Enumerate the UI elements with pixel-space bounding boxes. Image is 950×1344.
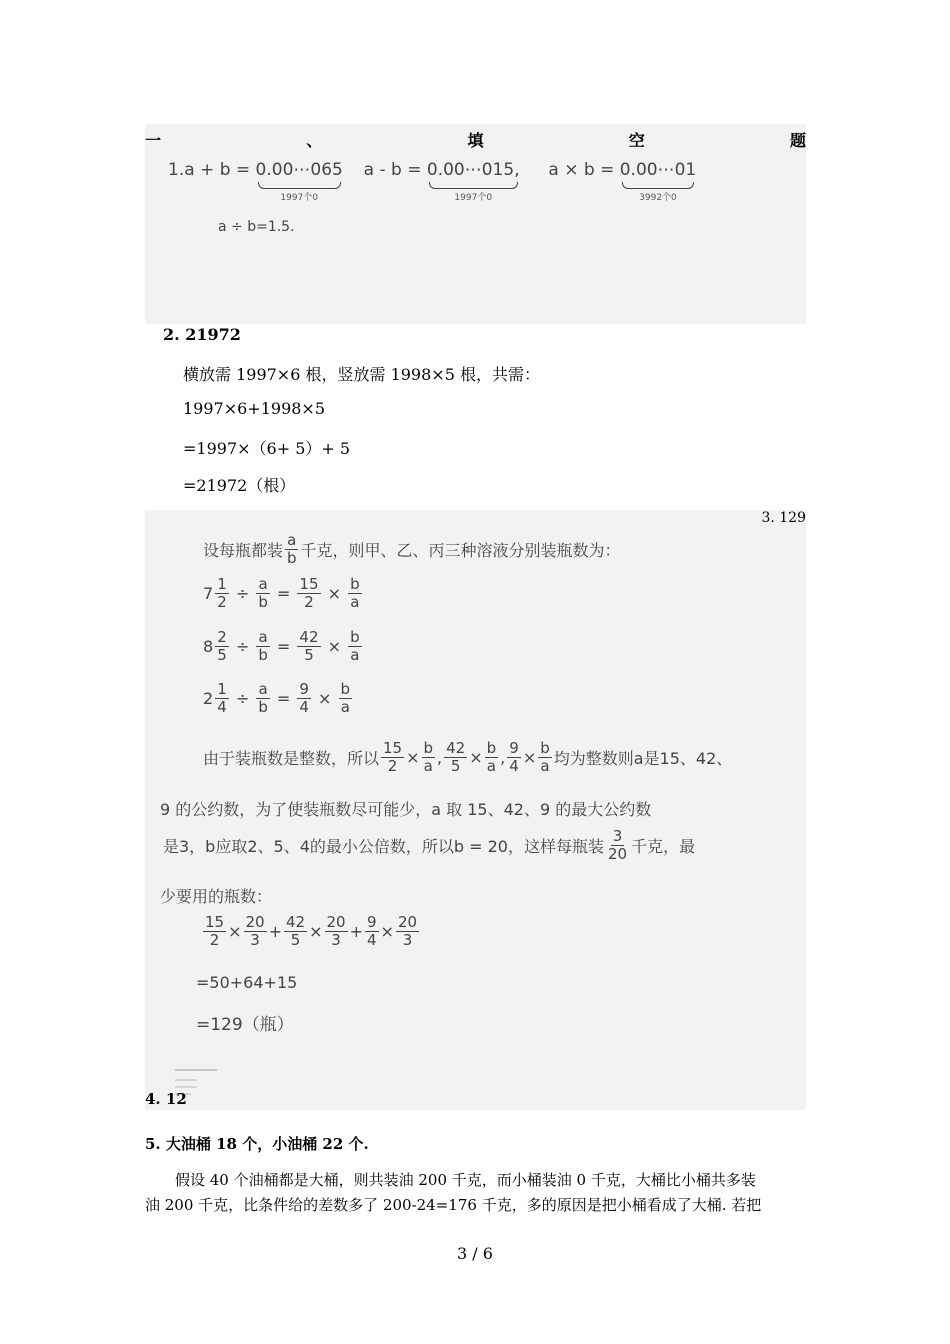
- fraction-numerator: 20: [326, 913, 346, 931]
- fraction-numerator: a: [258, 575, 268, 593]
- section-heading: [145, 128, 806, 151]
- fraction-denominator: a: [423, 757, 433, 775]
- q2-line: =21972（根）: [183, 476, 296, 495]
- fraction-denominator: 3: [250, 931, 260, 949]
- q5-title: 5. 大油桶 18 个，小油桶 22 个.: [145, 1135, 369, 1153]
- fraction-numerator: 9: [367, 913, 377, 931]
- q3-setup-text: 设每瓶都装: [203, 541, 284, 560]
- fraction-numerator: 15: [205, 913, 225, 931]
- q3-line3-text: 是3，b应取2、5、4的最小公倍数，所以b = 20，这样每瓶装: [163, 837, 604, 856]
- q1-prod-prefix: a × b =: [548, 160, 615, 180]
- fraction-denominator: b: [258, 698, 268, 716]
- q2-title: 2. 21972: [163, 325, 241, 344]
- fraction-denominator: 4: [367, 931, 377, 949]
- fraction-numerator: b: [423, 739, 434, 757]
- fraction-numerator: b: [350, 628, 360, 646]
- mixed-whole: 2: [203, 689, 214, 708]
- q3-reason-text: 均为整数则a是15、42、: [553, 749, 733, 768]
- q3-reason: 由于装瓶数是整数，所以 $\frac{15}{2}$ × $\frac{b}{a}$ , $\frac{42}{5}$ × $\frac{b}{a}$ , $\frac{9}{4}$ × $\frac{b}{a}$ 均为整数则a是15、42、: [203, 739, 733, 775]
- fraction-numerator: a: [258, 628, 268, 646]
- fraction-numerator: 15: [383, 739, 403, 757]
- fraction-denominator: 2: [304, 593, 314, 611]
- fraction-denominator: 5: [290, 931, 301, 949]
- fraction-denominator: a: [350, 646, 360, 664]
- q1-sum-prefix: 1.a + b =: [168, 160, 251, 180]
- fraction-numerator: b: [486, 739, 497, 757]
- fraction-denominator: b: [258, 646, 268, 664]
- fraction-numerator: 20: [245, 913, 265, 931]
- fraction-numerator: 3: [612, 827, 623, 845]
- fraction-denominator: 2: [209, 931, 220, 949]
- q3-line3: [163, 828, 695, 863]
- fraction-denominator: 2: [387, 757, 398, 775]
- q3-line3-text: 千克，最: [631, 837, 696, 856]
- fraction-denominator: 3: [331, 931, 341, 949]
- fraction-numerator: 9: [509, 739, 519, 757]
- fraction-numerator: 1: [217, 575, 227, 593]
- heading-char: 题: [789, 131, 806, 150]
- mixed-whole: 7: [203, 584, 214, 603]
- page-number: 3 / 6: [457, 1244, 493, 1263]
- fraction-denominator: 5: [217, 646, 227, 664]
- fraction-denominator: b: [258, 593, 268, 611]
- fraction-numerator: 42: [286, 913, 306, 931]
- fraction-numerator: 1: [217, 680, 227, 698]
- fraction-denominator: 4: [509, 757, 519, 775]
- fraction-numerator: a: [287, 531, 297, 549]
- q3-sum: $\frac{15}{2}$ × $\frac{20}{3}$ + $\frac{42}{5}$ × $\frac{20}{3}$ + $\frac{9}{4}$ × $\frac{20}{3}$: [205, 913, 418, 949]
- q3-equation: 7 $\frac{1}{2}$ ÷ $\frac{a}{b}$ = $\frac{15}{2}$ × $\frac{b}{a}$: [203, 575, 360, 611]
- q5-paragraph-line: 假设 40 个油桶都是大桶，则共装油 200 千克，而小桶装油 0 千克，大桶比小桶共多装: [175, 1171, 756, 1189]
- fraction-denominator: a: [350, 593, 360, 611]
- fraction-numerator: 9: [299, 680, 309, 698]
- fraction-numerator: 2: [217, 628, 227, 646]
- fraction-denominator: 4: [217, 698, 227, 716]
- fraction-numerator: 20: [397, 913, 418, 931]
- q3-equation: 8 $\frac{2}{5}$ ÷ $\frac{a}{b}$ = $\frac{42}{5}$ × $\frac{b}{a}$: [203, 628, 360, 664]
- fraction-denominator: b: [287, 549, 297, 567]
- fraction-denominator: 4: [299, 698, 309, 716]
- fraction-denominator: a: [540, 757, 550, 775]
- fraction-denominator: 5: [304, 646, 314, 664]
- q1-quotient: a ÷ b=1.5.: [218, 219, 295, 235]
- q5-paragraph-line: 油 200 千克，比条件给的差数多了 200-24=176 千克，多的原因是把小桶看成了大桶. 若把: [145, 1196, 762, 1214]
- q2-line: 1997×6+1998×5: [183, 399, 326, 418]
- q2-line: 横放需 1997×6 根，竖放需 1998×5 根，共需：: [183, 365, 540, 384]
- heading-char: 、: [306, 131, 323, 150]
- heading-char: 一: [145, 131, 162, 150]
- q3-setup-text: 千克，则甲、乙、丙三种溶液分别装瓶数为：: [300, 541, 621, 560]
- q1-sum-brace-label: 1997个0: [280, 193, 319, 203]
- fraction-numerator: 42: [299, 628, 319, 646]
- fraction-denominator: 5: [450, 757, 461, 775]
- heading-char: 空: [628, 131, 645, 150]
- q3-equation: 2 $\frac{1}{4}$ ÷ $\frac{a}{b}$ = $\frac{9}{4}$ × $\frac{b}{a}$: [203, 680, 351, 716]
- q1-equations: [168, 160, 697, 203]
- mixed-whole: 8: [203, 637, 214, 656]
- fraction-numerator: b: [340, 680, 351, 698]
- q3-result: =129（瓶）: [196, 1015, 294, 1035]
- q3-setup-fraction: [285, 532, 299, 567]
- q3-line4: 少要用的瓶数：: [160, 887, 273, 906]
- q1-prod-brace-label: 3992个0: [639, 193, 677, 203]
- fraction-numerator: b: [540, 739, 550, 757]
- q1-diff-prefix: a - b =: [363, 160, 422, 180]
- fraction-numerator: 15: [299, 575, 319, 593]
- fraction-denominator: a: [340, 698, 350, 716]
- q1-sum-value: 0.00⋯065: [255, 160, 343, 180]
- heading-char: 填: [467, 131, 484, 150]
- q3-title: 3. 129: [761, 510, 806, 526]
- q3-reason-text: 由于装瓶数是整数，所以: [203, 749, 380, 768]
- q4-title: 4. 12: [145, 1090, 187, 1108]
- q3-line2: 9 的公约数，为了使装瓶数尽可能少，a 取 15、42、9 的最大公约数: [160, 800, 652, 819]
- fraction-denominator: 3: [402, 931, 413, 949]
- q3-setup: [203, 532, 621, 567]
- fraction-numerator: a: [258, 680, 268, 698]
- q2-line: =1997×（6+ 5）+ 5: [183, 439, 351, 458]
- fraction-numerator: 42: [446, 739, 466, 757]
- fraction-denominator: 20: [607, 845, 628, 863]
- fraction-numerator: b: [350, 575, 360, 593]
- fraction-denominator: a: [486, 757, 496, 775]
- q1-prod-value: 0.00⋯01: [619, 160, 697, 180]
- q1-diff-value: 0.00⋯015,: [426, 160, 520, 180]
- fraction-denominator: 2: [217, 593, 227, 611]
- q3-result: =50+64+15: [196, 973, 298, 992]
- q1-diff-brace-label: 1997个0: [454, 193, 493, 203]
